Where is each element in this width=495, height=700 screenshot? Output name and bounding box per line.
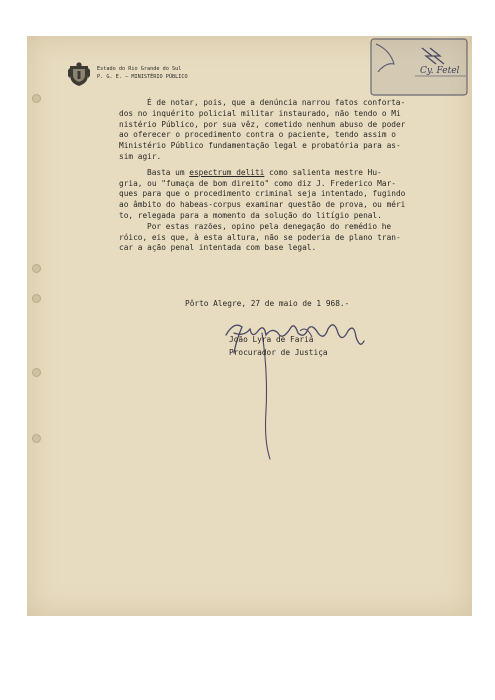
letterhead — [97, 65, 188, 81]
paragraph-line: Ministério Público fundamentação legal e probatória para as- — [119, 141, 401, 151]
paragraph-line: gria, ou "fumaça de bom direito" como diz J. Frederico Mar- — [119, 178, 396, 188]
paragraph-line: Por estas razões, opino pela denegação do remédio he — [147, 221, 392, 231]
binder-hole — [32, 294, 41, 303]
body-text — [119, 98, 449, 254]
paragraph-line: to, relegada para a momento da solução do litígio penal. — [119, 210, 382, 220]
paragraph-line: nistério Público, por sua vêz, cometido nenhum abuso de poder — [119, 119, 406, 129]
signer-block — [229, 333, 328, 359]
binder-hole — [32, 434, 41, 443]
paragraph-line: ao âmbito do habeas-corpus examinar questão de prova, ou méri — [119, 200, 406, 210]
text-span: como salienta mestre Hu- — [264, 167, 382, 177]
underlined-term: espectrum deliti — [189, 167, 265, 177]
letterhead-agency: P. G. E. — MINISTÉRIO PÚBLICO — [97, 74, 188, 80]
paragraph-line: ao oferecer o procedimento contra o paciente, tendo assim o — [119, 130, 396, 140]
paragraph-line: sim agir. — [119, 151, 162, 161]
letterhead-state: Estado do Rio Grande do Sul — [97, 66, 182, 72]
paragraph-line: róico, eis que, à esta altura, não se poderia de plano tran- — [119, 232, 401, 242]
binder-hole — [32, 368, 41, 377]
paragraph-line: ques para que o procedimento criminal seja intentado, fugindo — [119, 189, 406, 199]
stamp-handwriting: Cy. Fetel — [420, 66, 460, 76]
text-span: Basta um — [147, 167, 190, 177]
paragraph-line: dos no inquérito policial militar instaurado, não tendo o Mi — [119, 108, 401, 118]
signer-title: Procurador de Justiça — [229, 348, 328, 357]
paragraph-line — [119, 168, 449, 179]
place-and-date: Pôrto Alegre, 27 de maio de 1 968.- — [185, 299, 350, 308]
protocol-stamp — [370, 38, 468, 96]
document-page — [27, 36, 472, 616]
paragraph-line: É de notar, pois, que a denúncia narrou fatos conforta- — [147, 98, 406, 107]
binder-hole — [32, 264, 41, 273]
paragraph-line: car a ação penal intentada com base legal. — [119, 243, 317, 253]
signer-name: João Lyra de Faria — [229, 335, 314, 344]
binder-hole — [32, 94, 41, 103]
state-crest-icon — [67, 61, 91, 87]
